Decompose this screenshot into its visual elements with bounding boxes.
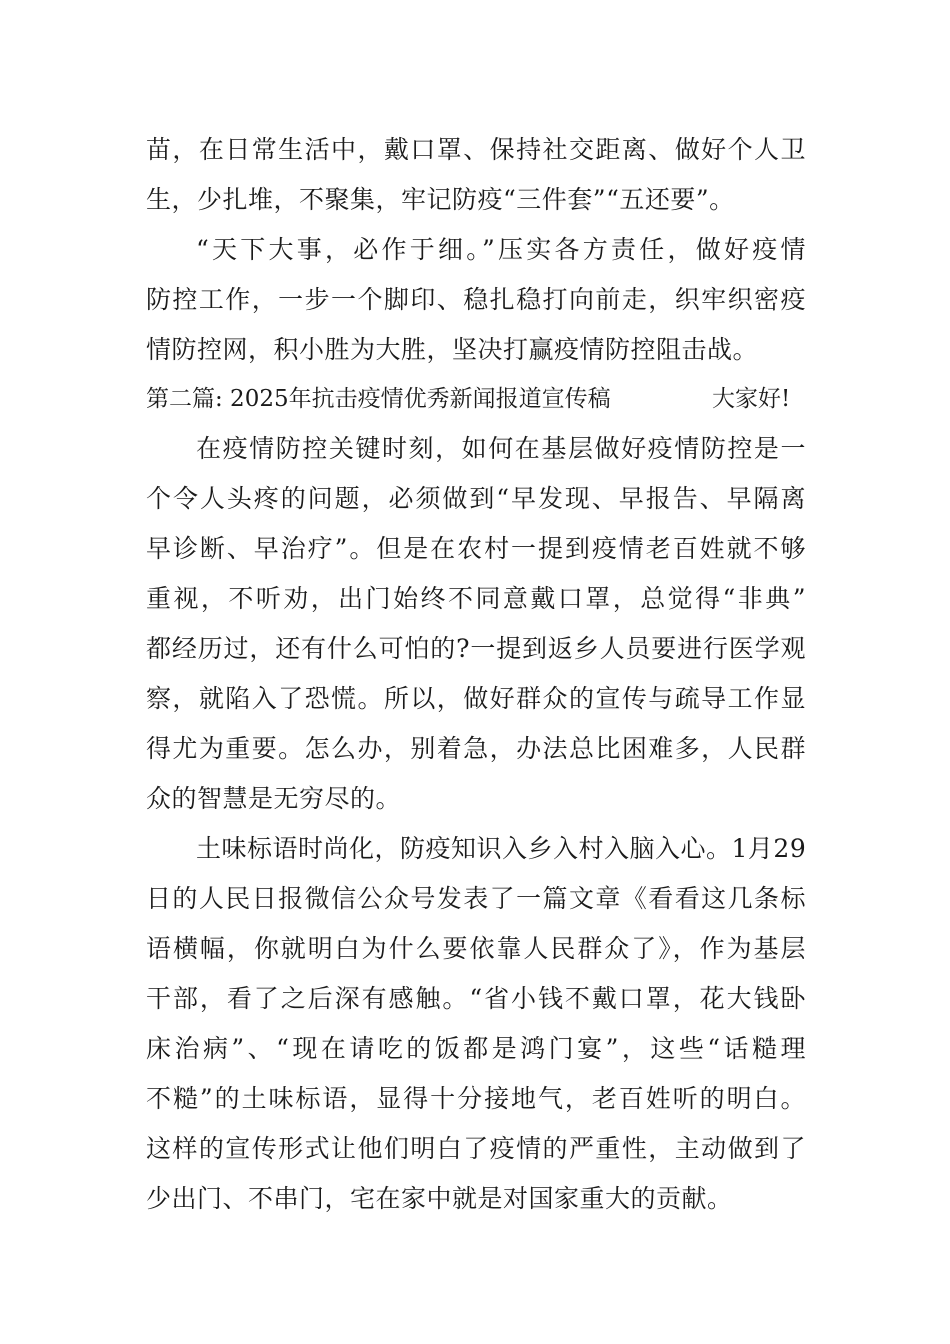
text-line: 个令人头疼的问题，必须做到“早发现、早报告、早隔离 bbox=[146, 484, 806, 513]
text-line: 众的智慧是无穷尽的。 bbox=[146, 784, 402, 813]
text-line: 都经历过，还有什么可怕的?一提到返乡人员要进行医学观 bbox=[146, 634, 806, 663]
text-line: 在疫情防控关键时刻，如何在基层做好疫情防控是一 bbox=[196, 434, 806, 463]
greeting-text: 大家好! bbox=[712, 386, 791, 412]
text-line: 生，少扎堆，不聚集，牢记防疫“三件套”“五还要”。 bbox=[146, 185, 735, 214]
text-line: 语横幅，你就明白为什么要依靠人民群众了》，作为基层 bbox=[146, 934, 806, 963]
text-line: 少出门、不串门，宅在家中就是对国家重大的贡献。 bbox=[146, 1184, 733, 1213]
text-line: 情防控网，积小胜为大胜，坚决打赢疫情防控阻击战。 bbox=[146, 335, 759, 364]
text-line: 防控工作，一步一个脚印、稳扎稳打向前走，织牢织密疫 bbox=[146, 285, 806, 314]
text-line: “天下大事，必作于细。”压实各方责任，做好疫情 bbox=[196, 235, 806, 264]
text-line: 早诊断、早治疗”。但是在农村一提到疫情老百姓就不够 bbox=[146, 534, 806, 563]
text-line: 不糙”的土味标语，显得十分接地气，老百姓听的明白。 bbox=[146, 1084, 806, 1113]
text-line: 重视，不听劝，出门始终不同意戴口罩，总觉得“非典” bbox=[146, 584, 806, 613]
text-line: 日的人民日报微信公众号发表了一篇文章《看看这几条标 bbox=[146, 884, 806, 913]
section-heading bbox=[146, 383, 806, 415]
text-line: 床治病”、“现在请吃的饭都是鸿门宴”，这些“话糙理 bbox=[146, 1034, 806, 1063]
text-line: 干部，看了之后深有感触。“省小钱不戴口罩，花大钱卧 bbox=[146, 984, 806, 1013]
text-line: 得尤为重要。怎么办，别着急，办法总比困难多，人民群 bbox=[146, 734, 806, 763]
text-line: 察，就陷入了恐慌。所以，做好群众的宣传与疏导工作显 bbox=[146, 684, 806, 713]
text-line: 土味标语时尚化，防疫知识入乡入村入脑入心。1月29 bbox=[196, 834, 807, 863]
text-line: 苗，在日常生活中，戴口罩、保持社交距离、做好个人卫 bbox=[146, 135, 806, 164]
text-line: 这样的宣传形式让他们明白了疫情的严重性，主动做到了 bbox=[146, 1134, 806, 1163]
section-title: 第二篇: 2025年抗击疫情优秀新闻报道宣传稿 bbox=[146, 386, 611, 412]
